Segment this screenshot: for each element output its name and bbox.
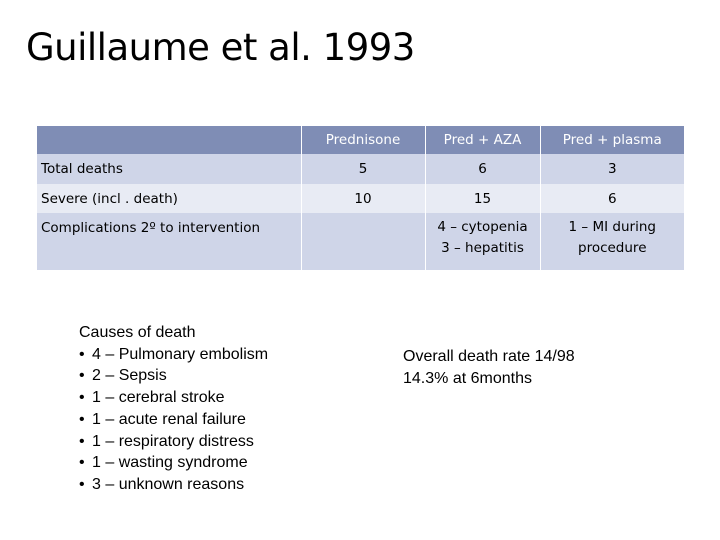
list-item — [79, 431, 268, 453]
overall-death-rate-block — [403, 346, 575, 390]
table-header-row — [37, 126, 684, 154]
list-item-text: 1 – acute renal failure — [92, 410, 246, 428]
list-item — [79, 409, 268, 431]
list-item-text: 1 – cerebral stroke — [92, 389, 225, 407]
row-label-total-deaths: Total deaths — [37, 154, 301, 184]
row-label-complications: Complications 2º to intervention — [37, 213, 301, 270]
bullet-icon: • — [79, 475, 85, 493]
cell-complications-plasma — [540, 213, 684, 270]
cell-line: 3 – hepatitis — [441, 240, 524, 256]
overall-death-rate: Overall death rate 14/98 — [403, 348, 575, 365]
cell-total-deaths-plasma: 3 — [540, 154, 684, 184]
bullet-icon: • — [79, 367, 85, 385]
table-header-blank — [37, 126, 301, 154]
bullet-icon: • — [79, 345, 85, 363]
cell-severe-plasma: 6 — [540, 184, 684, 213]
results-table — [37, 126, 684, 270]
bullet-icon: • — [79, 432, 85, 450]
list-item — [79, 365, 268, 387]
table-header-pred-aza: Pred + AZA — [425, 126, 540, 154]
list-item-text: 3 – unknown reasons — [92, 475, 245, 493]
causes-of-death-block — [79, 322, 268, 496]
causes-heading: Causes of death — [79, 324, 196, 341]
cell-total-deaths-aza: 6 — [425, 154, 540, 184]
cell-total-deaths-prednisone: 5 — [301, 154, 425, 184]
list-item — [79, 387, 268, 409]
list-item — [79, 474, 268, 496]
table-row — [37, 184, 684, 213]
bullet-icon: • — [79, 410, 85, 428]
table-row — [37, 154, 684, 184]
cell-complications-prednisone — [301, 213, 425, 270]
table-header-prednisone: Prednisone — [301, 126, 425, 154]
cell-complications-aza — [425, 213, 540, 270]
list-item-text: 4 – Pulmonary embolism — [92, 345, 269, 363]
table-header-pred-plasma: Pred + plasma — [540, 126, 684, 154]
list-item-text: 1 – wasting syndrome — [92, 454, 248, 472]
slide-title: Guillaume et al. 1993 — [26, 26, 415, 69]
list-item-text: 2 – Sepsis — [92, 367, 167, 385]
list-item-text: 1 – respiratory distress — [92, 432, 254, 450]
cell-line: 1 – MI during — [568, 219, 656, 235]
cell-line: 4 – cytopenia — [437, 219, 528, 235]
causes-list — [79, 344, 268, 496]
list-item — [79, 452, 268, 474]
cell-line: procedure — [578, 240, 647, 256]
cell-severe-aza: 15 — [425, 184, 540, 213]
overall-death-rate-percent: 14.3% at 6months — [403, 370, 532, 387]
bullet-icon: • — [79, 454, 85, 472]
table-row — [37, 213, 684, 270]
list-item — [79, 344, 268, 366]
bullet-icon: • — [79, 389, 85, 407]
cell-severe-prednisone: 10 — [301, 184, 425, 213]
row-label-severe: Severe (incl . death) — [37, 184, 301, 213]
